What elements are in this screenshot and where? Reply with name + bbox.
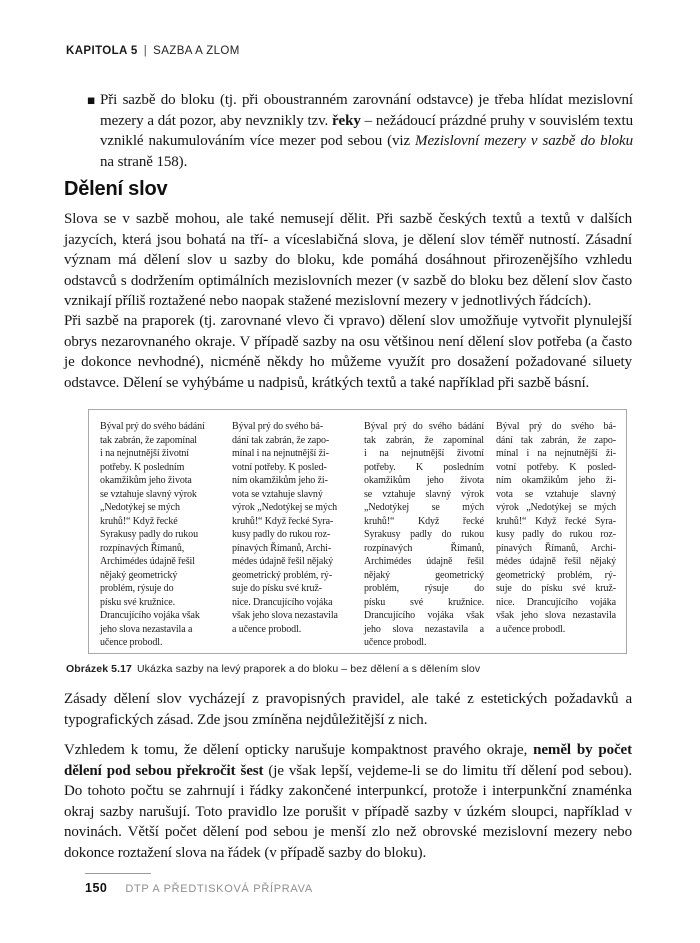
sample-column-text: Býval prý do svého bá- dání tak zabrán, že zapo- mínal i na nejnutnější ži- votní potřeby. K posled- ním okamžikům jeho ži- vota se vztahuje slavný výrok „Nedotýkej se mých kruhů!“ Když řecké Syra- kusy padly do rukou roz- pínavých Římanů, Archi- médes údajně řešil nějaký geometrický problém, rý- suje do písku své kruž- nice. Drancujícího vojáka však jeho slova nezastavila (232, 421, 338, 621)
figure-hyphenation-samples (88, 409, 627, 654)
sample-column-last-line: a učence probodl. (232, 623, 302, 635)
figure-caption (66, 663, 480, 675)
paragraph-3: Zásady dělení slov vycházejí z pravopisných pravidel, ale také z estetických požadavků a typografických zásad. Zde jsou zmíněna nejdůležitější z nich. (64, 691, 632, 728)
page-footer (85, 873, 313, 897)
footer-rule (85, 873, 151, 874)
page-header (66, 45, 240, 57)
sample-column-last-line: učence probodl. (364, 637, 427, 648)
sample-column-text: Býval prý do svého bádání tak zabrán, že zapomínal i na nejnutnější životní potřeby. K posledním okamžikům jeho života se vztahuje slavný výrok „Nedotýkej se mých kruhů!“ Když řecké Syrakusy padly do rukou rozpínavých Římanů, Archimédes údajně řešil nějaký geometrický problém, rýsuje do písku své kružnice. Drancujícího vojáka však jeho slova nezastavila a (100, 421, 205, 635)
book-title: DTP A PŘEDTISKOVÁ PŘÍPRAVA (125, 883, 313, 895)
section-title: Dělení slov (64, 178, 168, 200)
figure-caption-label: Obrázek 5.17 (66, 663, 132, 675)
sample-column-ragged-nohyph (100, 420, 220, 653)
bullet-paragraph (87, 90, 633, 172)
bullet-paragraph-text: Při sazbě do bloku (tj. při oboustranném zarovnání odstavce) je třeba hlídat mezislovní mezery a dát pozor, aby nevznikly tzv. řeky – nežádoucí prázdné pruhy v souvislém textu vzniklé nakumulováním více mezer pod sebou (viz Mezislovní mezery v sazbě do bloku na straně 158). (100, 92, 633, 170)
page-number: 150 (85, 881, 108, 895)
sample-column-last-line: učence probodl. (100, 637, 163, 648)
bullet-marker-icon: ■ (87, 96, 96, 106)
section-label: SAZBA A ZLOM (153, 45, 240, 57)
sample-column-ragged-hyph (232, 420, 352, 653)
paragraph-2: Při sazbě na praporek (tj. zarovnané vlevo či vpravo) dělení slov umožňuje vytvořit plynulejší obrys nezarovnaného okraje. V případě sazby na osu většinou není dělení slov potřeba (a často je dokonce nevhodné), nicméně někdy ho můžeme využít pro dosažení požadované siluety odstavce. Dělení se vyhýbáme u nadpisů, krátkých textů a také například při sazbě básní. (64, 313, 632, 391)
sample-column-last-line: a učence probodl. (496, 623, 566, 635)
sample-column-justified-hyph (496, 420, 616, 653)
sample-column-justified-nohyph (364, 420, 484, 653)
sample-column-text: Býval prý do svého bádání tak zabrán, že zapomínal i na nejnutnější životní potřeby. K posledním okamžikům jeho života se vztahuje slavný výrok „Nedotýkej se mých kruhů!“ Když řecké Syrakusy padly do rukou rozpínavých Římanů, Archimédes údajně řešil nějaký geometrický problém, rýsuje do písku své kružnice. Drancujícího vojáka však jeho slova nezastavila a (364, 421, 484, 635)
header-separator: | (143, 45, 148, 57)
paragraph-4: Vzhledem k tomu, že dělení opticky narušuje kompaktnost pravého okraje, neměl by počet dělení pod sebou překročit šest (je však lepší, vejdeme-li se do limitu tří dělení pod sebou). Do tohoto počtu se zahrnují i řádky zakončené interpunkcí, protože i interpunkční znaménka okraj sazby narušují. Toto pravidlo lze porušit v případě sazby v úzkém sloupci, například v novinách. Větší počet dělení pod sebou je menší zlo než obrovské mezislovní mezery nebo dokonce roztažení slova na řádek (v případě sazby do bloku). (64, 742, 632, 861)
chapter-label: KAPITOLA 5 (66, 45, 138, 57)
paragraph-1: Slova se v sazbě mohou, ale také nemusejí dělit. Při sazbě českých textů a textů v dalších jazycích, která jsou bohatá na tří- a víceslabičná slova, je dělení slov téměř nutností. Zásadní význam má dělení slov u sazby do bloku, kde pomáhá dosáhnout přirozenějšího vzhledu odstavců s dodržením optimálních mezislovních mezer (v sazbě do bloku bez dělení slov často vznikají příliš roztažené nebo naopak stažené mezislovní mezery v jednotlivých řádcích). (64, 211, 632, 309)
figure-caption-text: Ukázka sazby na levý praporek a do bloku – bez dělení a s dělením slov (137, 663, 481, 675)
sample-column-text: Býval prý do svého bá- dání tak zabrán, že zapo- mínal i na nejnutnější ži- votní potřeby. K posled- ním okamžikům jeho ži- vota se vztahuje slavný výrok „Nedotýkej se mých kruhů!“ Když řecké Syra- kusy padly do rukou roz- pínavých Římanů, Archi- médes údajně řešil nějaký geometrický problém, rý- suje do písku své kruž- nice. Drancujícího vojáka však jeho slova nezastavila (496, 421, 616, 621)
